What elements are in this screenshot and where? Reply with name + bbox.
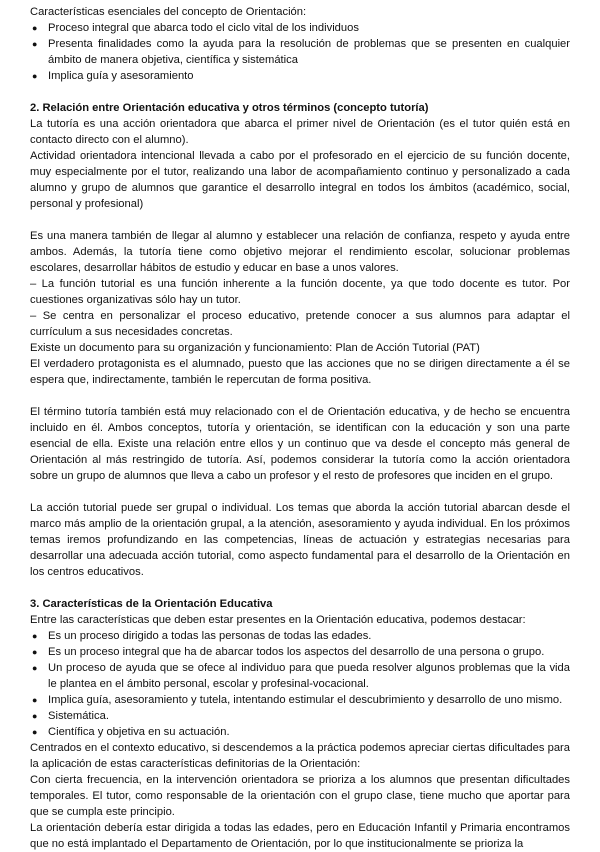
paragraph: El verdadero protagonista es el alumnado, puesto que las acciones que no se dirigen directamente a él se espera que, indirectamente, también le repercutan de forma positiva. (30, 358, 570, 386)
section2-heading: 2. Relación entre Orientación educativa y otros términos (concepto tutoría) (30, 102, 429, 114)
paragraph: Es una manera también de llegar al alumno y establecer una relación de confianza, respeto y ayuda entre ambos. Además, la tutoría tiene como objetivo mejorar el rendimiento escolar, solucionar problemas escolares, desarrollar hábitos de estudio y educar en base a unos valores. (30, 230, 570, 274)
paragraph: Centrados en el contexto educativo, si descendemos a la práctica podemos apreciar ciertas dificultades para la aplicación de estas características definitorias de la Orientación: (30, 742, 570, 770)
spacer (30, 84, 570, 100)
paragraph: El término tutoría también está muy relacionado con el de Orientación educativa, y de hecho se encuentra incluido en él. Ambos conceptos, tutoría y orientación, se identifican con la educación y son una parte esencial de ella. Existe una relación entre ellos y un continuo que va desde el concepto más general de Orientación al más restringido de tutoría. Así, podemos considerar la tutoría como la acción orientadora sobre un grupo de alumnos que lleva a cabo un profesor y el resto de profesores que inciden en el grupo. (30, 406, 570, 482)
paragraph: La tutoría es una acción orientadora que abarca el primer nivel de Orientación (es el tutor quién está en contacto directo con el alumno). (30, 118, 570, 146)
section3-heading: 3. Características de la Orientación Educativa (30, 598, 273, 610)
list-item: ● Un proceso de ayuda que se ofece al individuo para que pueda resolver algunos problemas que la vida le plantea en el ámbito personal, escolar y profesinal-vocacional. (30, 660, 570, 692)
section3-bullet-list (30, 628, 570, 740)
spacer (30, 580, 570, 596)
spacer (30, 212, 570, 228)
paragraph: – Se centra en personalizar el proceso educativo, pretende conocer a sus alumnos para adaptar el currículum a sus necesidades concretas. (30, 310, 570, 338)
list-item: ● Científica y objetiva en su actuación. (30, 724, 570, 740)
list-item: ● Presenta finalidades como la ayuda para la resolución de problemas que se presenten en cualquier ámbito de manera objetiva, científica y sistemática (30, 36, 570, 68)
paragraph: Existe un documento para su organización y funcionamiento: Plan de Acción Tutorial (PAT) (30, 342, 480, 354)
intro-bullet-list (30, 20, 570, 84)
paragraph: Actividad orientadora intencional llevada a cabo por el profesorado en el ejercicio de su función docente, muy especialmente por el tutor, realizando una labor de acompañamiento continuo y personalizado a cada alumno y grupo de alumnos que garantice el desarrollo integral en todos los ámbitos (académico, social, personal y profesional) (30, 150, 570, 210)
list-item: ● Sistemática. (30, 708, 570, 724)
list-item: ● Implica guía y asesoramiento (30, 68, 570, 84)
paragraph: Entre las características que deben estar presentes en la Orientación educativa, podemos destacar: (30, 614, 526, 626)
paragraph: La orientación debería estar dirigida a todas las edades, pero en Educación Infantil y Primaria encontramos que no está implantado el Departamento de Orientación, por lo que institucionalmente se prioriza la (30, 822, 570, 850)
paragraph: Con cierta frecuencia, en la intervención orientadora se prioriza a los alumnos que presentan dificultades temporales. El tutor, como responsable de la orientación con el grupo clase, tiene mucho que aportar para que se cumpla este principio. (30, 774, 570, 818)
list-item: ● Implica guía, asesoramiento y tutela, intentando estimular el descubrimiento y desarrollo de uno mismo. (30, 692, 570, 708)
spacer (30, 388, 570, 404)
intro-title: Características esenciales del concepto de Orientación: (30, 6, 307, 18)
spacer (30, 484, 570, 500)
list-item: ● Proceso integral que abarca todo el ciclo vital de los individuos (30, 20, 570, 36)
paragraph: La acción tutorial puede ser grupal o individual. Los temas que aborda la acción tutorial abarcan desde el marco más amplio de la orientación grupal, a la atención, asesoramiento y ayuda individual. En los próximos temas iremos profundizando en las competencias, líneas de actuación y estrategias necesarias para desarrollar una adecuada acción tutorial, como aspecto fundamental para el desarrollo de la Orientación en los centros educativos. (30, 502, 570, 578)
list-item: ● Es un proceso integral que ha de abarcar todos los aspectos del desarrollo de una persona o grupo. (30, 644, 570, 660)
document-page (30, 4, 570, 852)
paragraph: – La función tutorial es una función inherente a la función docente, ya que todo docente es tutor. Por cuestiones organizativas sólo hay un tutor. (30, 278, 570, 306)
list-item: ● Es un proceso dirigido a todas las personas de todas las edades. (30, 628, 570, 644)
